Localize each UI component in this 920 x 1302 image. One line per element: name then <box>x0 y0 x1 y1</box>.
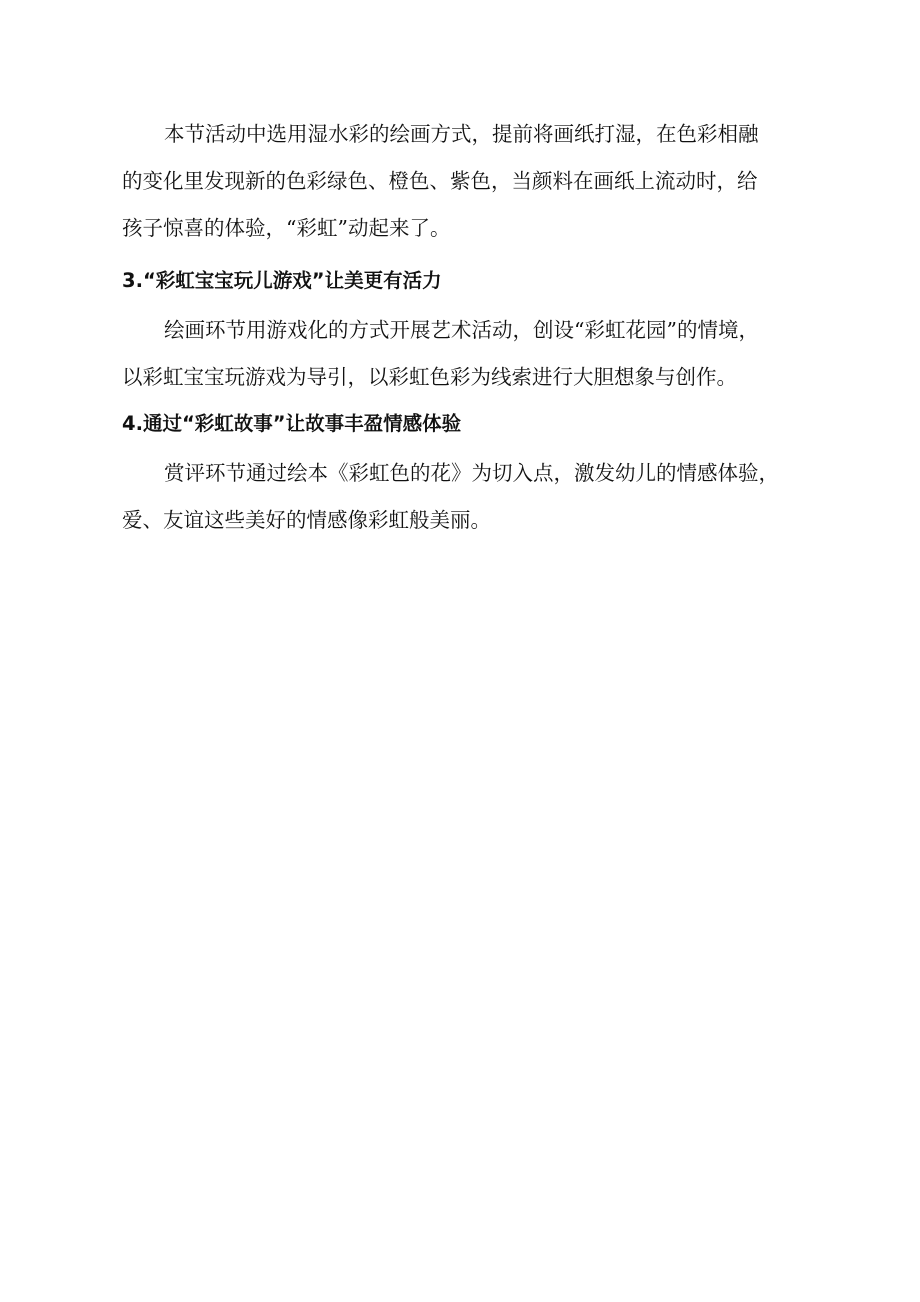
paragraph-1-line-3: 孩子惊喜的体验，“彩虹”动起来了。 <box>122 216 451 240</box>
paragraph-1-line-1: 本节活动中选用湿水彩的绘画方式，提前将画纸打湿，在色彩相融 <box>164 122 759 146</box>
section-heading-4: 4.通过“彩虹故事”让故事丰盈情感体验 <box>122 412 462 435</box>
paragraph-3-line-2: 爱、友谊这些美好的情感像彩虹般美丽。 <box>122 508 491 532</box>
paragraph-2-line-2: 以彩虹宝宝玩游戏为导引，以彩虹色彩为线索进行大胆想象与创作。 <box>122 365 737 389</box>
paragraph-3-line-1: 赏评环节通过绘本《彩虹色的花》为切入点，激发幼儿的情感体验， <box>164 461 779 485</box>
paragraph-1-line-2: 的变化里发现新的色彩绿色、橙色、紫色，当颜料在画纸上流动时，给 <box>122 169 758 193</box>
section-heading-3: 3.“彩虹宝宝玩儿游戏”让美更有活力 <box>122 269 442 292</box>
paragraph-2-line-1: 绘画环节用游戏化的方式开展艺术活动，创设“彩虹花园”的情境， <box>164 318 759 342</box>
